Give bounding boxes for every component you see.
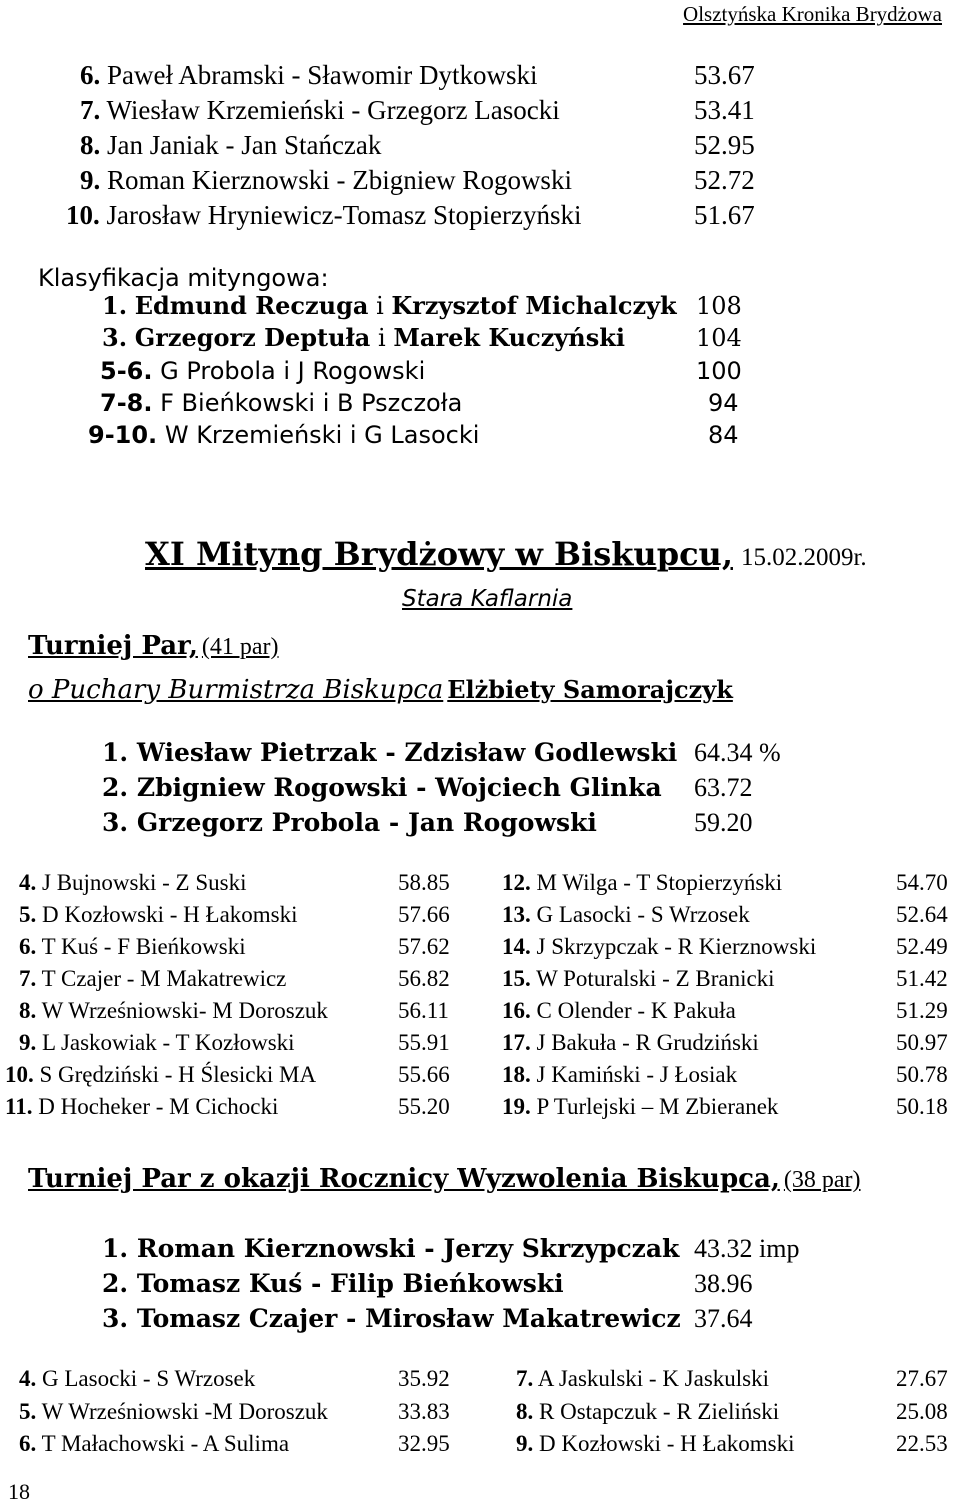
result-score: 53.41: [694, 95, 755, 125]
result-score: 55.66: [398, 1062, 450, 1087]
result-row: 9. D Kozłowski - H Łakomski: [516, 1431, 795, 1456]
podium-row: 3. Grzegorz Probola - Jan Rogowski: [102, 808, 597, 837]
result-row: 14. J Skrzypczak - R Kierznowski: [502, 934, 817, 959]
result-row: 18. J Kamiński - J Łosiak: [502, 1062, 738, 1087]
meeting-row: 7-8. F Bieńkowski i B Pszczoła: [100, 389, 463, 417]
meeting-score: 84: [708, 421, 739, 449]
result-row: 19. P Turlejski – M Zbieranek: [502, 1094, 779, 1119]
event-title: XI Mityng Brydżowy w Biskupcu, 15.02.2009r.: [145, 535, 867, 573]
result-row: 8. Jan Janiak - Jan Stańczak: [80, 130, 382, 160]
result-row: 4. G Lasocki - S Wrzosek: [19, 1366, 256, 1391]
result-score: 52.64: [896, 902, 948, 927]
podium-row: 2. Tomasz Kuś - Filip Bieńkowski: [102, 1269, 564, 1298]
result-row: 5. D Kozłowski - H Łakomski: [19, 902, 298, 927]
result-row: 9. L Jaskowiak - T Kozłowski: [19, 1030, 295, 1055]
result-score: 55.20: [398, 1094, 450, 1119]
tournament-1-title: Turniej Par, (41 par): [28, 631, 279, 661]
result-score: 57.66: [398, 902, 450, 927]
podium-row: 3. Tomasz Czajer - Mirosław Makatrewicz: [102, 1304, 681, 1333]
meeting-score: 104: [696, 324, 742, 352]
podium-score: 43.32 imp: [694, 1234, 800, 1263]
podium-score: 63.72: [694, 773, 753, 802]
result-score: 50.18: [896, 1094, 948, 1119]
result-row: 11. D Hocheker - M Cichocki: [5, 1094, 279, 1119]
result-score: 51.29: [896, 998, 948, 1023]
result-score: 55.91: [398, 1030, 450, 1055]
result-row: 6. T Małachowski - A Sulima: [19, 1431, 290, 1456]
podium-row: 2. Zbigniew Rogowski - Wojciech Glinka: [102, 773, 662, 802]
podium-row: 1. Wiesław Pietrzak - Zdzisław Godlewski: [102, 738, 678, 767]
meeting-score: 94: [708, 389, 739, 417]
result-row: 13. G Lasocki - S Wrzosek: [502, 902, 750, 927]
page-number: 18: [8, 1479, 30, 1504]
result-row: 7. T Czajer - M Makatrewicz: [19, 966, 287, 991]
result-row: 5. W Wrześniowski -M Doroszuk: [19, 1399, 328, 1424]
podium-score: 64.34 %: [694, 738, 781, 767]
podium-score: 37.64: [694, 1304, 753, 1333]
result-row: 7. A Jaskulski - K Jaskulski: [516, 1366, 770, 1391]
result-score: 51.67: [694, 200, 755, 230]
result-score: 22.53: [896, 1431, 948, 1456]
tournament-2-title: Turniej Par z okazji Rocznicy Wyzwolenia Biskupca, (38 par): [28, 1164, 861, 1194]
result-row: 12. M Wilga - T Stopierzyński: [502, 870, 783, 895]
result-row: 9. Roman Kierznowski - Zbigniew Rogowski: [80, 165, 572, 195]
meeting-row: 5-6. G Probola i J Rogowski: [100, 357, 426, 385]
result-row: 15. W Poturalski - Z Branicki: [502, 966, 775, 991]
result-row: 17. J Bakuła - R Grudziński: [502, 1030, 759, 1055]
podium-score: 59.20: [694, 808, 753, 837]
result-score: 56.82: [398, 966, 450, 991]
result-row: 6. T Kuś - F Bieńkowski: [19, 934, 246, 959]
result-score: 52.72: [694, 165, 755, 195]
result-row: 8. W Wrześniowski- M Doroszuk: [19, 998, 328, 1023]
meeting-score: 100: [696, 357, 742, 385]
result-score: 50.78: [896, 1062, 948, 1087]
result-score: 25.08: [896, 1399, 948, 1424]
event-venue: Stara Kaflarnia: [402, 586, 573, 612]
podium-row: 1. Roman Kierznowski - Jerzy Skrzypczak: [102, 1234, 680, 1263]
result-score: 58.85: [398, 870, 450, 895]
result-score: 35.92: [398, 1366, 450, 1391]
running-header: Olsztyńska Kronika Brydżowa: [683, 2, 942, 26]
meeting-row: 1. Edmund Reczuga i Krzysztof Michalczyk: [102, 291, 677, 320]
result-score: 51.42: [896, 966, 948, 991]
result-row: 8. R Ostapczuk - R Zieliński: [516, 1399, 780, 1424]
result-row: 7. Wiesław Krzemieński - Grzegorz Lasocki: [80, 95, 560, 125]
result-row: 10. S Grędziński - H Ślesicki MA: [5, 1062, 317, 1087]
result-row: 16. C Olender - K Pakuła: [502, 998, 736, 1023]
result-score: 53.67: [694, 60, 755, 90]
meeting-score: 108: [696, 292, 742, 320]
result-score: 50.97: [896, 1030, 948, 1055]
result-score: 27.67: [896, 1366, 948, 1391]
meeting-row: 3. Grzegorz Deptuła i Marek Kuczyński: [102, 323, 626, 352]
result-row: 4. J Bujnowski - Z Suski: [19, 870, 247, 895]
result-score: 52.49: [896, 934, 948, 959]
result-row: 10. Jarosław Hryniewicz-Tomasz Stopierzyński: [66, 200, 582, 230]
result-score: 52.95: [694, 130, 755, 160]
meeting-row: 9-10. W Krzemieński i G Lasocki: [88, 421, 480, 449]
result-score: 56.11: [398, 998, 449, 1023]
result-score: 54.70: [896, 870, 948, 895]
result-row: 6. Paweł Abramski - Sławomir Dytkowski: [80, 60, 538, 90]
result-score: 57.62: [398, 934, 450, 959]
result-score: 33.83: [398, 1399, 450, 1424]
podium-score: 38.96: [694, 1269, 753, 1298]
meeting-heading: Klasyfikacja mityngowa:: [38, 264, 329, 292]
result-score: 32.95: [398, 1431, 450, 1456]
tournament-1-cup: o Puchary Burmistrza Biskupca Elżbiety Samorajczyk: [28, 675, 733, 705]
